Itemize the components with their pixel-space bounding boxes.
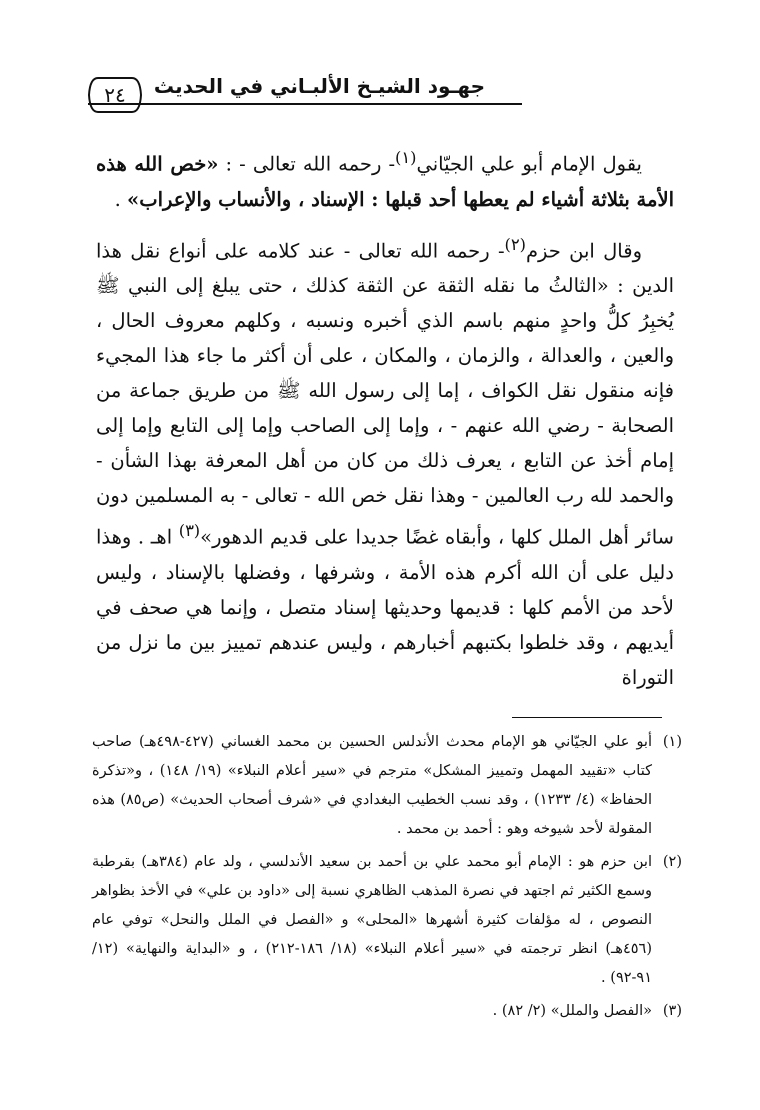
p1-mid: - رحمه الله تعالى - : xyxy=(218,152,396,176)
footnote-ref-1[interactable]: (١) xyxy=(395,148,417,167)
paragraph-1 xyxy=(96,140,674,217)
footnote-text: أبو علي الجيّاني هو الإمام محدث الأندلس الحسين بن محمد الغساني (٤٢٧-٤٩٨هـ) صاحب كتاب «تقييد المهمل وتمييز المشكل» مترجم في «سير أعلام النبلاء» (١٩/ ١٤٨) ، و«تذكرة الحفاظ» (٤/ ١٢٣٣) ، وقد نسب الخطيب البغدادي في «شرف أصحاب الحديث» (ص٨٥) هذه المقولة لأحد شيوخه وهو : أحمد بن محمد . xyxy=(92,734,652,837)
p1-end: . xyxy=(114,187,128,211)
p2-continuation: اهـ . وهذا دليل على أن الله أكرم هذه الأمة ، وشرفها ، وفضلها بالإسناد ، وليس لأحد من الأمم كلها : قديمها وحديثها إسناد متصل ، وإنما هي صحف في أيديهم ، وقد خلطوا بكتبهم أخبارهم ، وليس عندهم تمييز بين ما نزل من التوراة xyxy=(96,525,674,689)
p1-intro: يقول الإمام أبو علي الجيّاني xyxy=(416,152,642,176)
running-title: جهـود الشيـخ الألبـاني في الحديث xyxy=(153,74,485,98)
footnote-ref-2[interactable]: (٢) xyxy=(504,234,526,254)
main-text xyxy=(96,140,674,705)
footnote-mark: (١) xyxy=(662,734,682,750)
header-rule xyxy=(88,103,522,105)
footnote-text: ابن حزم هو : الإمام أبو محمد علي بن أحمد بن سعيد الأندلسي ، ولد عام (٣٨٤هـ) بقرطبة وسمع الكثير ثم اجتهد في نصرة المذهب الظاهري نسبة إلى «داود بن علي» في الأخذ بظواهر النصوص ، له مؤلفات كثيرة أشهرها «المحلى» و «الفصل في الملل والنحل» توفي عام (٤٥٦هـ) انظر ترجمته في «سير أعلام النبلاء» (١٨/ ١٨٦-٢١٢) ، و «البداية والنهاية» (١٢/ ٩١-٩٢) . xyxy=(92,854,653,986)
page-header xyxy=(88,70,670,118)
footnotes xyxy=(92,728,682,1030)
footnote-2 xyxy=(92,848,682,993)
page-number-badge xyxy=(88,76,142,114)
footnote-separator xyxy=(512,717,662,718)
footnote-3 xyxy=(92,997,682,1026)
footnote-mark: (٢) xyxy=(662,854,682,870)
paragraph-2 xyxy=(96,227,674,695)
p1-quote: «خص الله هذه الأمة بثلاثة أشياء لم يعطها أحد قبلها : الإسناد ، والأنساب والإعراب» xyxy=(96,152,674,211)
footnote-ref-3[interactable]: (٣) xyxy=(178,521,201,540)
p2-quote: - رحمه الله تعالى - عند كلامه على أنواع نقل هذا الدين : «الثالثُ ما نقله الثقة عن الثقة كذلك ، حتى يبلغ إلى النبي ﷺ يُخبِرُ كلُّ واحدٍ منهم باسم الذي أخبره ونسبه ، وكلهم معروف الحال ، والعين ، والعدالة ، والزمان ، والمكان ، على أن أكثر ما جاء هذا المجيء فإنه منقول نقل الكواف ، إما إلى رسول الله ﷺ من طريق جماعة من الصحابة - رضي الله عنهم - ، وإما إلى الصاحب وإما إلى التابع وإما إلى إمام أخذ عن التابع ، يعرف ذلك من كان من أهل المعرفة بهذا الشأن - والحمد لله رب العالمين - وهذا نقل خص الله - تعالى - به المسلمين دون سائر أهل الملل كلها ، وأبقاه غضًا جديدا على قديم الدهور» xyxy=(96,239,674,549)
footnote-1 xyxy=(92,728,682,844)
p2-intro: وقال ابن حزم xyxy=(525,239,642,262)
footnote-text: «الفصل والملل» (٢/ ٨٢) . xyxy=(492,1003,652,1019)
footnote-mark: (٣) xyxy=(662,1003,682,1019)
page-number: ٢٤ xyxy=(104,83,126,107)
